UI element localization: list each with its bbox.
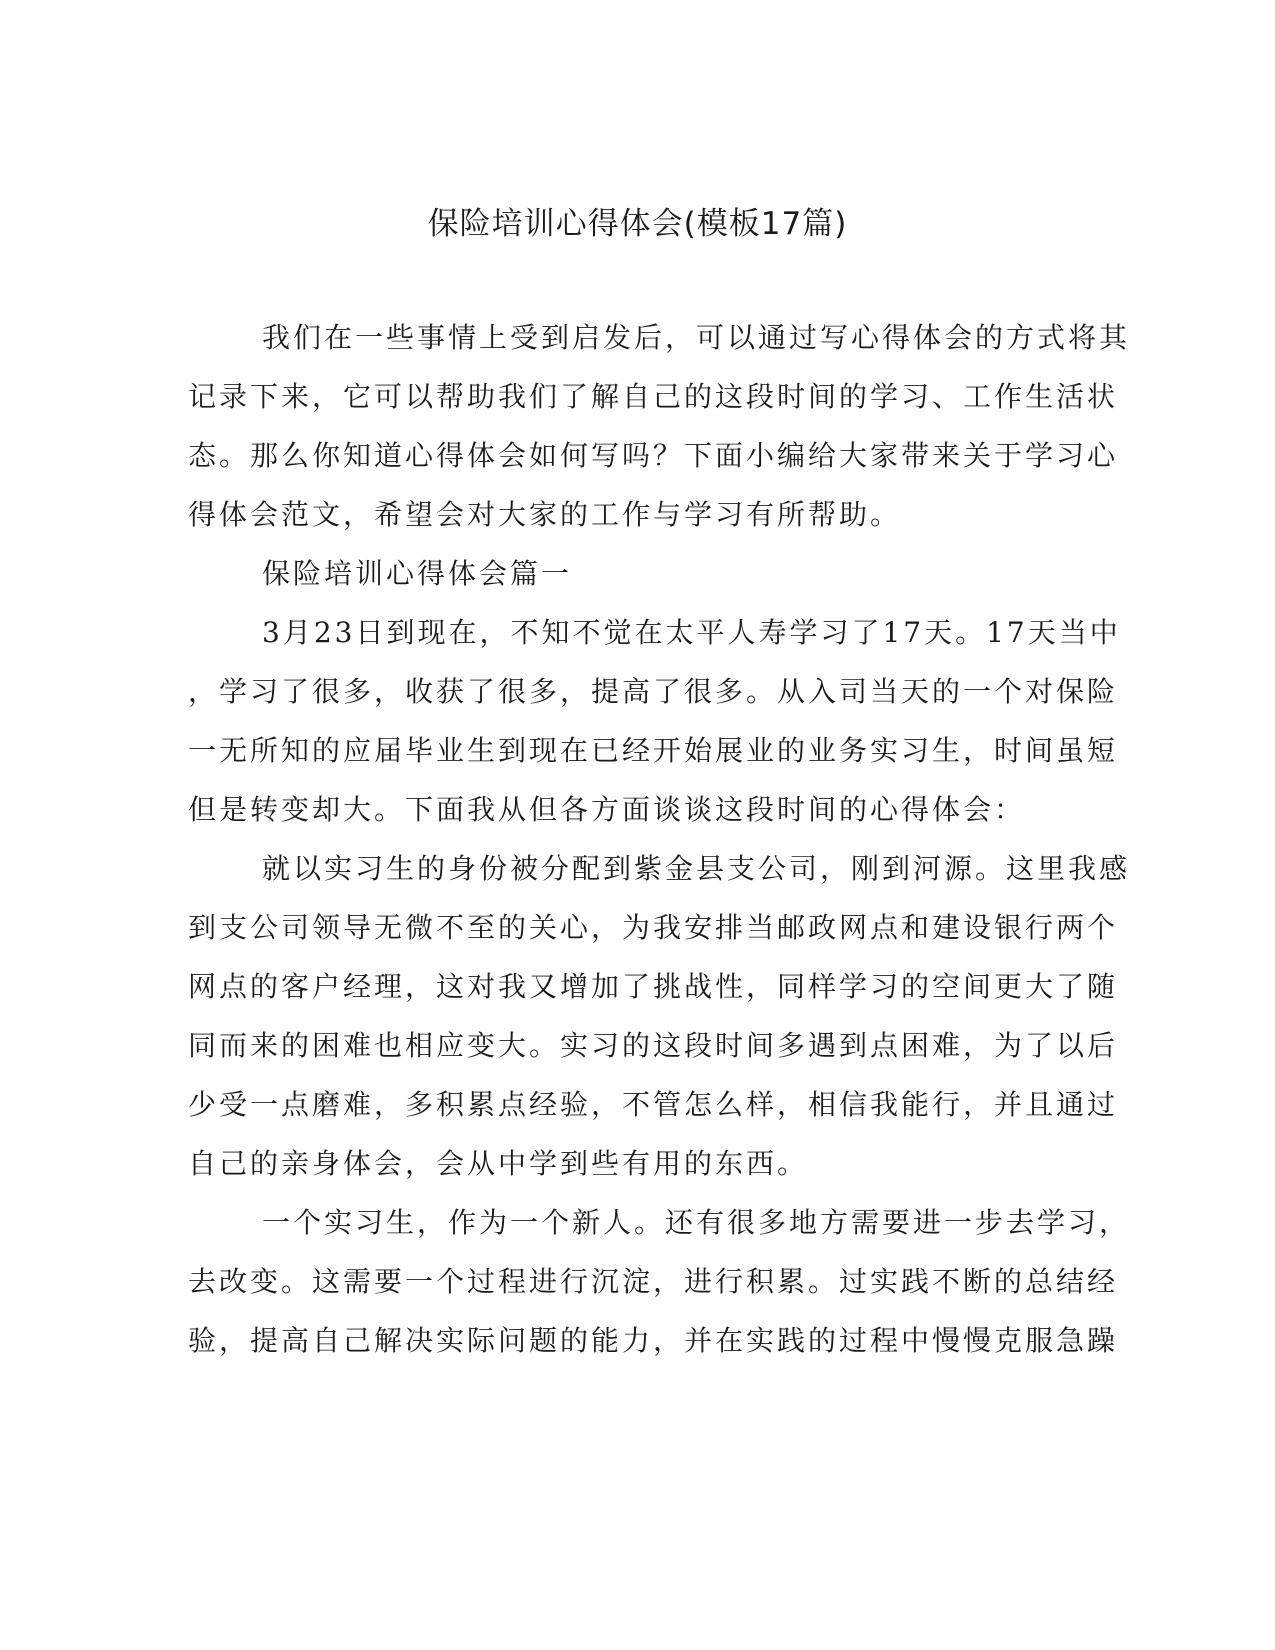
paragraph-line: 少受一点磨难，多积累点经验，不管怎么样，相信我能行，并且通过 [188, 1088, 1119, 1121]
paragraph-line: 一无所知的应届毕业生到现在已经开始展业的业务实习生，时间虽短 [188, 734, 1119, 767]
paragraph-line: 得体会范文，希望会对大家的工作与学习有所帮助。 [188, 498, 902, 531]
paragraph-line: 到支公司领导无微不至的关心，为我安排当邮政网点和建设银行两个 [188, 911, 1119, 944]
paragraph-line: 同而来的困难也相应变大。实习的这段时间多遇到点困难，为了以后 [188, 1029, 1119, 1062]
paragraph-line: 就以实习生的身份被分配到紫金县支公司，刚到河源。这里我感 [262, 852, 1131, 885]
paragraph-line: ，学习了很多，收获了很多，提高了很多。从入司当天的一个对保险 [188, 675, 1119, 708]
paragraph-line: 网点的客户经理，这对我又增加了挑战性，同样学习的空间更大了随 [188, 970, 1119, 1003]
paragraph-line: 我们在一些事情上受到启发后，可以通过写心得体会的方式将其 [262, 321, 1131, 354]
section-heading: 保险培训心得体会篇一 [262, 557, 573, 590]
paragraph-line: 去改变。这需要一个过程进行沉淀，进行积累。过实践不断的总结经 [188, 1265, 1119, 1298]
paragraph-line: 验，提高自己解决实际问题的能力，并在实践的过程中慢慢克服急躁 [188, 1324, 1119, 1357]
paragraph-line: 3月23日到现在，不知不觉在太平人寿学习了17天。17天当中 [262, 616, 1121, 649]
document-title: 保险培训心得体会(模板17篇) [427, 206, 848, 242]
paragraph-line: 自己的亲身体会，会从中学到些有用的东西。 [188, 1147, 809, 1180]
paragraph-line: 但是转变却大。下面我从但各方面谈谈这段时间的心得体会： [188, 793, 1026, 826]
paragraph-line: 态。那么你知道心得体会如何写吗？下面小编给大家带来关于学习心 [188, 439, 1119, 472]
paragraph-line: 记录下来，它可以帮助我们了解自己的这段时间的学习、工作生活状 [188, 380, 1119, 413]
paragraph-line: 一个实习生，作为一个新人。还有很多地方需要进一步去学习， [262, 1206, 1131, 1239]
